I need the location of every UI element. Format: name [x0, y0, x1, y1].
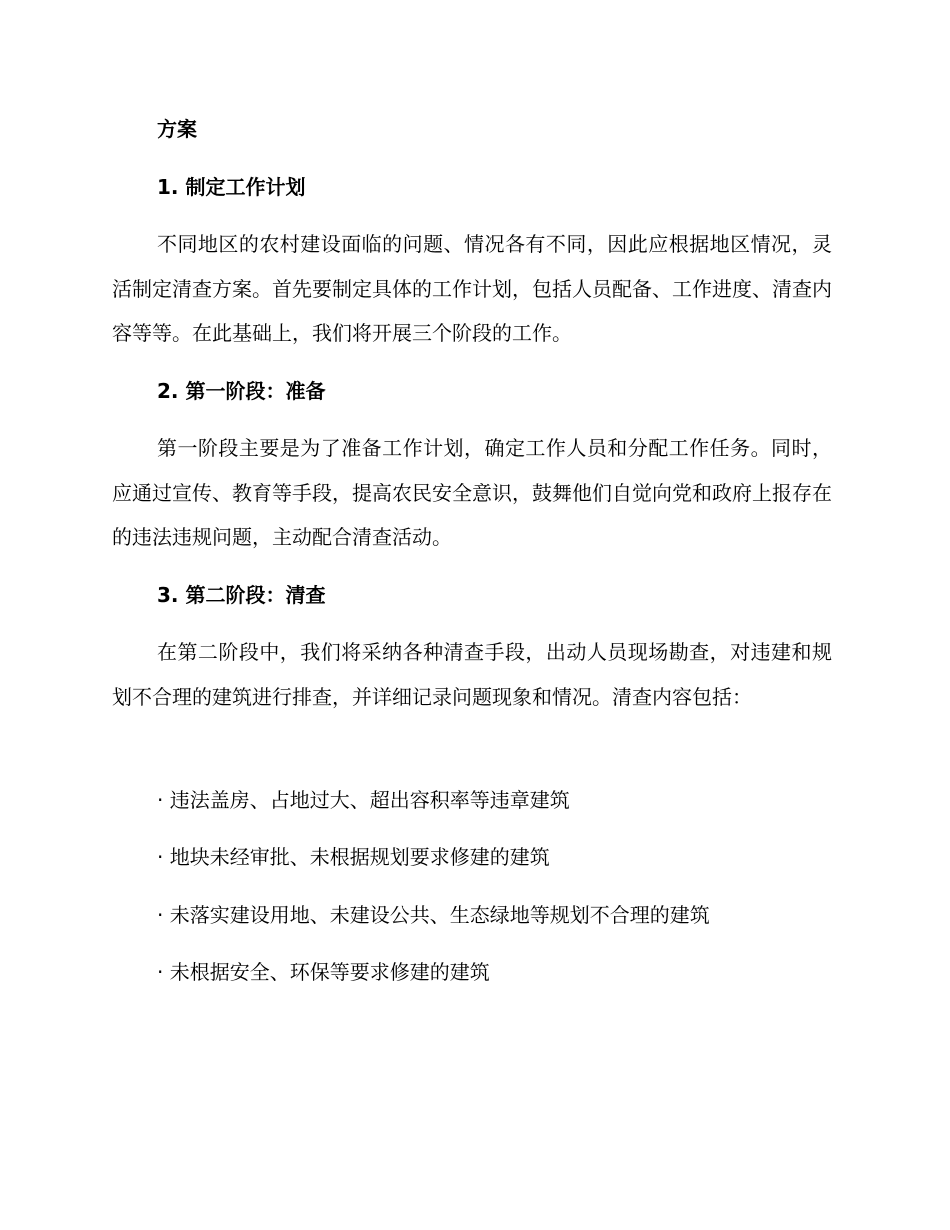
document-title: 方案	[157, 117, 197, 141]
list-item: · 未根据安全、环保等要求修建的建筑	[157, 960, 490, 984]
section-heading-plan: 1. 制定工作计划	[157, 175, 306, 199]
section-paragraph-prepare: 第一阶段主要是为了准备工作计划，确定工作人员和分配工作任务。同时，应通过宣传、教育等手段，提高农民安全意识，鼓舞他们自觉向党和政府上报存在的违法违规问题，主动配合清查活动。	[112, 436, 832, 549]
section-paragraph-plan: 不同地区的农村建设面临的问题、情况各有不同，因此应根据地区情况，灵活制定清查方案。首先要制定具体的工作计划，包括人员配备、工作进度、清查内容等等。在此基础上，我们将开展三个阶段的工作。	[112, 232, 832, 345]
section-heading-prepare: 2. 第一阶段：准备	[157, 379, 326, 403]
list-item: · 未落实建设用地、未建设公共、生态绿地等规划不合理的建筑	[157, 903, 710, 927]
list-item: · 地块未经审批、未根据规划要求修建的建筑	[157, 845, 550, 869]
section-paragraph-inspect: 在第二阶段中，我们将采纳各种清查手段，出动人员现场勘查，对违建和规划不合理的建筑进行排查，并详细记录问题现象和情况。清查内容包括：	[112, 640, 832, 709]
list-item: · 违法盖房、占地过大、超出容积率等违章建筑	[157, 788, 570, 812]
section-heading-inspect: 3. 第二阶段：清查	[157, 583, 326, 607]
